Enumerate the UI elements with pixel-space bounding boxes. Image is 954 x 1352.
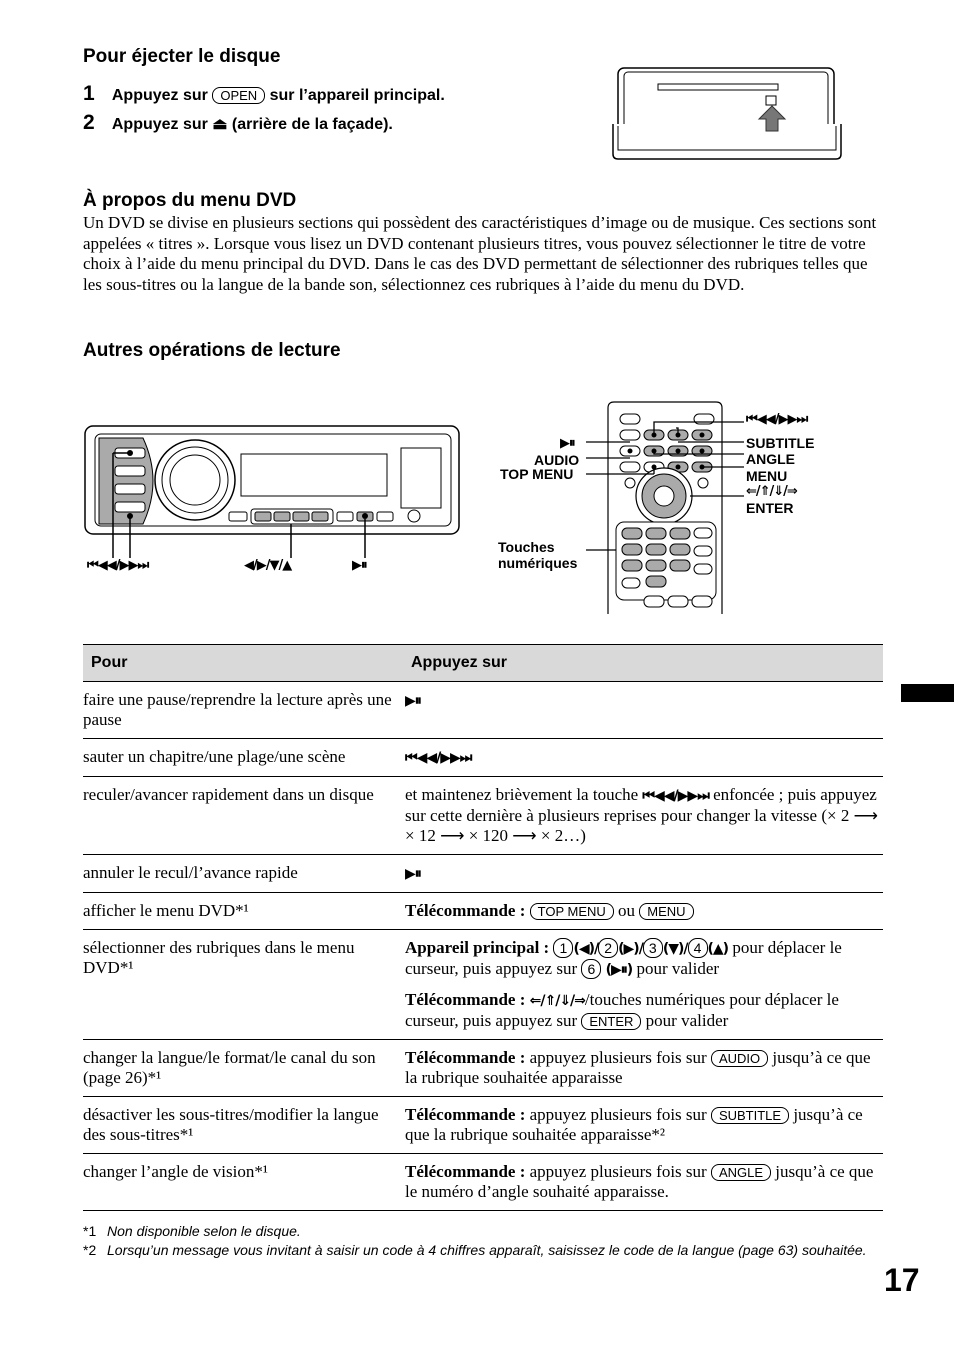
footnote-1: *1 Non disponible selon le disque. [83,1223,301,1239]
remote-top-menu-label: TOP MENU [500,466,574,482]
table-row: afficher le menu DVD*¹ Télécommande : TOP MENU ou MENU [83,893,883,930]
footnote-2: *2 Lorsqu’un message vous invitant à saisir un code à 4 chiffres apparaît, saisissez le code de la langue (page 63) souhaitée. [83,1242,867,1258]
header-appuyez: Appuyez sur [405,645,883,682]
eject-illustration [610,64,845,164]
operations-table [83,644,883,1211]
remote-play-label: ▶⏸ [560,436,575,451]
unit-play-label: ▶⏸ [352,558,367,573]
table-row: reculer/avancer rapidement dans un disque et maintenez brièvement la touche ⏮◀◀/▶▶⏭ enfoncée ; puis appuyez sur cette dernière à plusieurs reprises pour changer la vitesse (× 2 ⟶ × 12 ⟶ × 120 ⟶ × 2…) [83,777,883,855]
eject-heading: Pour éjecter le disque [83,46,281,67]
table-row: annuler le recul/l’avance rapide ▶⏸ [83,855,883,893]
table-row: faire une pause/reprendre la lecture après une pause ▶⏸ [83,682,883,739]
table-row: changer l’angle de vision*¹ Télécommande : appuyez plusieurs fois sur ANGLE jusqu’à ce que le numéro d’angle souhaité apparaisse. [83,1154,883,1211]
table-row: désactiver les sous-titres/modifier la langue des sous-titres*¹ Télécommande : appuyez plusieurs fois sur SUBTITLE jusqu’à ce que la rubrique souhaitée apparaisse*² [83,1097,883,1154]
other-ops-heading: Autres opérations de lecture [83,340,341,361]
remote-menu-label: MENU [746,468,788,484]
unit-skip-label: ⏮◀◀/▶▶⏭ [87,558,149,573]
table-row: sélectionner des rubriques dans le menu DVD*¹ Appareil principal : 1 (◀)/ 2 (▶)/ 3 (▼)/ 4 (▲) pour déplacer le curseur, puis appuyez sur 6 (▶⏸) pour valider Télécommande : ⇐/⇑/⇓/⇒/touches numériques pour déplacer le curseur, puis appuyez sur ENTER pour valider [83,930,883,1040]
remote-subtitle-label: SUBTITLE [746,435,815,451]
section-tab-marker [901,684,954,702]
dvd-menu-body: Un DVD se divise en plusieurs sections qui possèdent des caractéristiques d’image ou de musique. Ces sections sont appelées « titres ». Lorsque vous lisez un DVD contenant plusieurs titres, vous pouvez sélectionner le titre de votre choix à l’aide du menu principal du DVD. Dans le cas des DVD permettant de sélectionner des rubriques telles que les sous-titres ou la langue de la bande son, sélectionnez ces rubriques à l’aide du menu du DVD. [83,213,877,294]
remote-arrows-label: ⇐/⇑/⇓/⇒ [746,484,797,499]
header-pour: Pour [83,645,405,682]
table-row: sauter un chapitre/une plage/une scène ⏮◀◀/▶▶⏭ [83,739,883,777]
eject-step-2: 2 Appuyez sur ⏏ (arrière de la façade). [83,111,393,134]
eject-step-1: 1 Appuyez sur OPEN sur l’appareil principal. [83,82,445,105]
table-row: changer la langue/le format/le canal du son (page 26)*¹ Télécommande : appuyez plusieurs fois sur AUDIO jusqu’à ce que la rubrique souhaitée apparaisse [83,1040,883,1097]
remote-audio-label: AUDIO [534,452,580,468]
remote-skip-label: ⏮◀◀/▶▶⏭ [746,412,808,427]
remote-illustration [586,400,754,616]
dvd-menu-heading: À propos du menu DVD [83,190,297,211]
remote-enter-label: ENTER [746,500,794,516]
eject-icon: ⏏ [212,116,228,133]
remote-angle-label: ANGLE [746,451,795,467]
remote-numeric-label: Touches numériques [498,539,578,571]
page-number: 17 [884,1262,920,1298]
open-key: OPEN [212,87,265,104]
table-header-row [83,645,883,682]
unit-arrows-label: ◀/▶/▼/▲ [244,558,292,573]
